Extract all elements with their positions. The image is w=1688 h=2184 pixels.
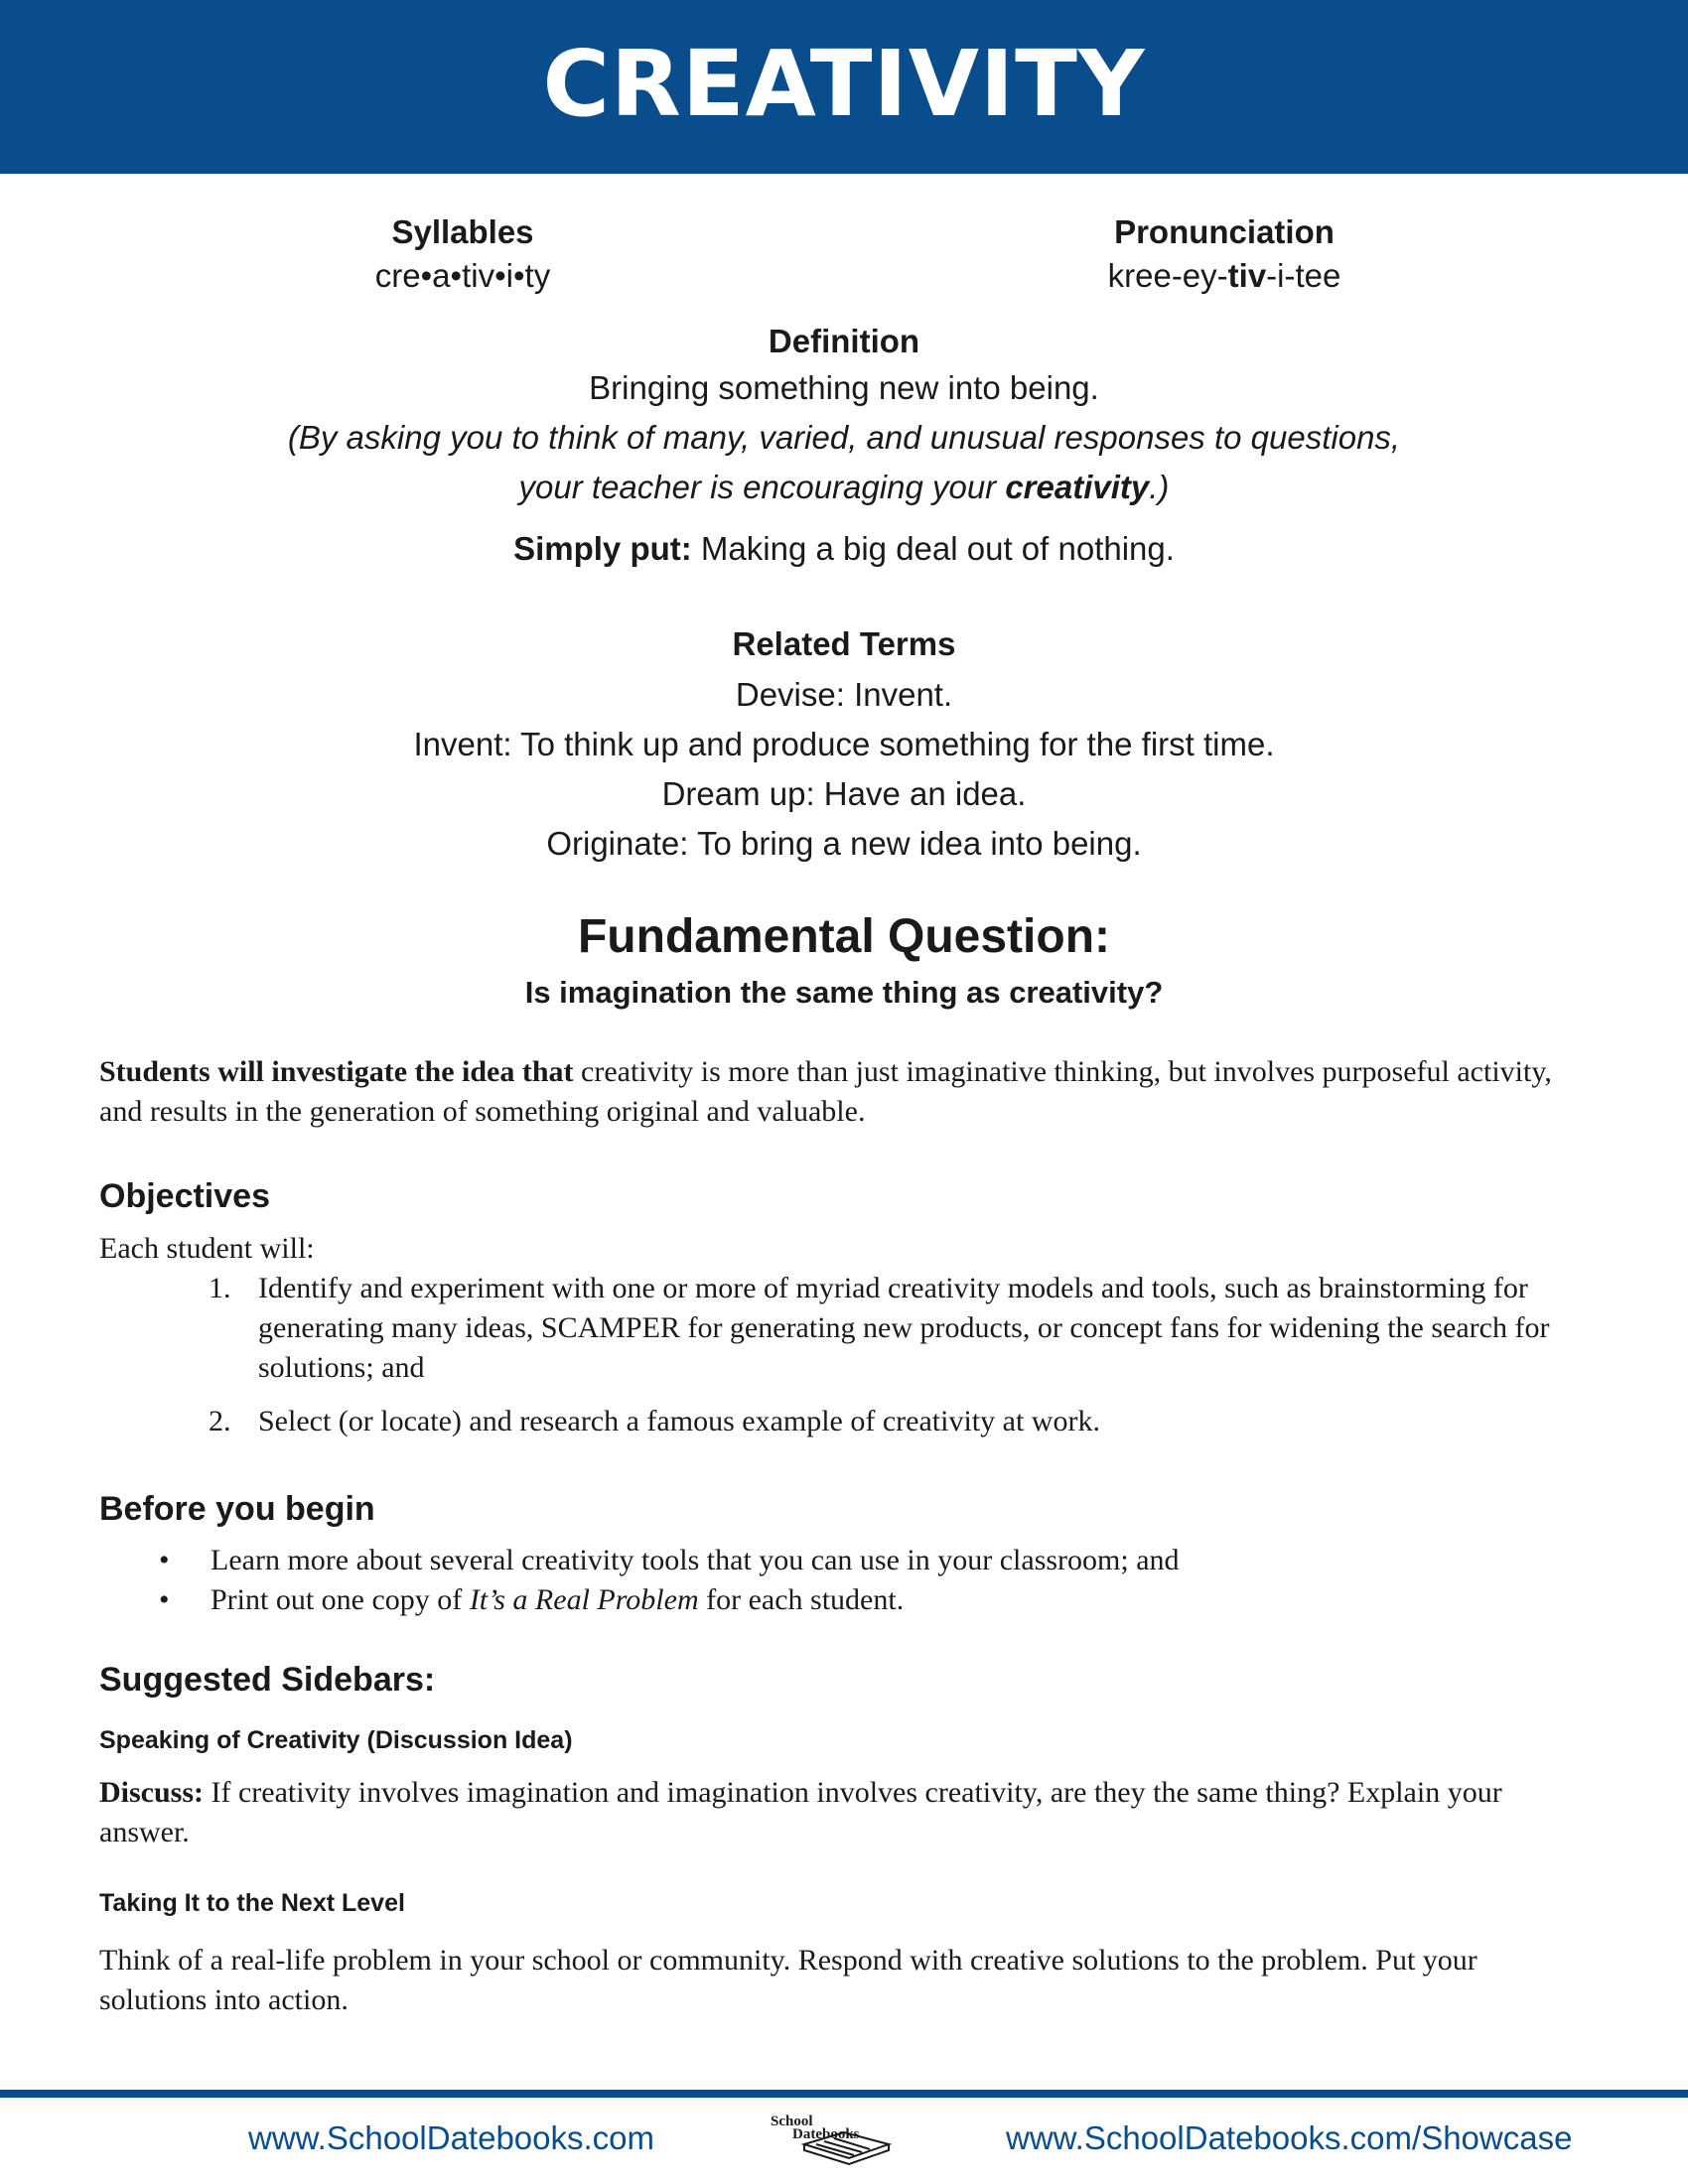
definition-note-line2 (0, 463, 1688, 512)
related-term-item: Invent: To think up and produce something for the first time. (413, 726, 1275, 762)
definition-note-line1: (By asking you to think of many, varied, and unusual responses to questions, (287, 419, 1401, 456)
related-term-item: Dream up: Have an idea. (661, 775, 1027, 812)
logo-line2: Datebooks (792, 2126, 860, 2142)
simply-put-text: Making a big deal out of nothing. (691, 530, 1175, 567)
pronunciation-stress: tiv (1227, 257, 1267, 294)
syllables-value: cre•a•tiv•i•ty (374, 257, 551, 294)
related-term-item: Originate: To bring a new idea into being. (546, 825, 1142, 862)
suggested-sidebars-heading: Suggested Sidebars: (99, 1661, 436, 1699)
definition-note-bold: creativity (1005, 469, 1150, 505)
definition-note-pre: your teacher is encouraging your (518, 469, 1006, 505)
investigate-bold: Students will investigate the idea that (99, 1055, 574, 1088)
page-title: CREATIVITY (542, 30, 1146, 137)
investigate-text: creativity is more than just imaginative thinking, but involves purposeful activity, and results in the generation of something original and valuable. (99, 1055, 1552, 1128)
school-datebooks-logo (765, 2109, 914, 2168)
footer-link-showcase[interactable]: www.SchoolDatebooks.com/Showcase (1006, 2119, 1573, 2156)
footer-link-home[interactable]: www.SchoolDatebooks.com (248, 2119, 655, 2156)
fundamental-question-text: Is imagination the same thing as creativity? (524, 975, 1164, 1010)
pronunciation-pre: kree-ey- (1107, 257, 1228, 294)
list-text: Learn more about several creativity tools that you can use in your classroom; and (211, 1544, 1180, 1576)
definition-note-post: .) (1149, 469, 1170, 505)
list-text-post: for each student. (698, 1583, 905, 1616)
next-level-heading: Taking It to the Next Level (99, 1889, 405, 1917)
fundamental-question-title: Fundamental Question: (577, 910, 1110, 963)
speaking-of-creativity-heading: Speaking of Creativity (Discussion Idea) (99, 1726, 573, 1754)
list-number: 1. (209, 1272, 231, 1304)
logo-line1: School (771, 2114, 813, 2129)
related-terms-block (0, 622, 1688, 869)
list-item (159, 1541, 1589, 1580)
list-text-pre: Print out one copy of (211, 1583, 470, 1616)
list-text: Identify and experiment with one or more of myriad creativity models and tools, such as brainstorming for generating many ideas, SCAMPER for generating new products, or concept fans for widening the search for solutions; and (258, 1272, 1550, 1384)
list-item (209, 1269, 1589, 1388)
definition-label: Definition (768, 323, 920, 359)
fundamental-question-block (0, 907, 1688, 1015)
before-you-begin-list (159, 1541, 1589, 1620)
objectives-intro: Each student will: (99, 1232, 315, 1265)
investigate-paragraph (99, 1052, 1589, 1132)
before-you-begin-heading: Before you begin (99, 1490, 375, 1528)
discuss-label: Discuss: (99, 1776, 205, 1809)
pronunciation-value (976, 254, 1473, 298)
pronunciation-label: Pronunciation (1114, 213, 1335, 250)
list-number: 2. (209, 1405, 231, 1437)
syllables-label: Syllables (391, 213, 534, 250)
related-term-item: Devise: Invent. (735, 676, 953, 713)
definition-block (0, 320, 1688, 574)
discuss-paragraph (99, 1773, 1589, 1852)
objectives-heading: Objectives (99, 1177, 270, 1215)
syllables-block (214, 210, 711, 298)
related-terms-label: Related Terms (732, 625, 956, 662)
simply-put-label: Simply put: (513, 530, 692, 567)
simply-put (0, 524, 1688, 574)
bullet: • (159, 1583, 170, 1616)
footer-divider (0, 2090, 1688, 2098)
list-text (211, 1580, 904, 1620)
list-item (209, 1402, 1589, 1441)
list-text-italic: It’s a Real Problem (469, 1583, 699, 1616)
next-level-paragraph: Think of a real-life problem in your school or community. Respond with creative solutions to the problem. Put your solutions into action. (99, 1944, 1477, 2016)
bullet: • (159, 1544, 170, 1576)
discuss-text: If creativity involves imagination and imagination involves creativity, are they the same thing? Explain your answer. (99, 1776, 1502, 1848)
objectives-list (209, 1269, 1589, 1441)
definition-text: Bringing something new into being. (589, 369, 1099, 406)
list-text: Select (or locate) and research a famous example of creativity at work. (258, 1405, 1100, 1437)
pronunciation-post: -i-tee (1266, 257, 1341, 294)
title-banner (0, 0, 1688, 174)
pronunciation-block (976, 210, 1473, 298)
list-item (159, 1580, 1589, 1620)
